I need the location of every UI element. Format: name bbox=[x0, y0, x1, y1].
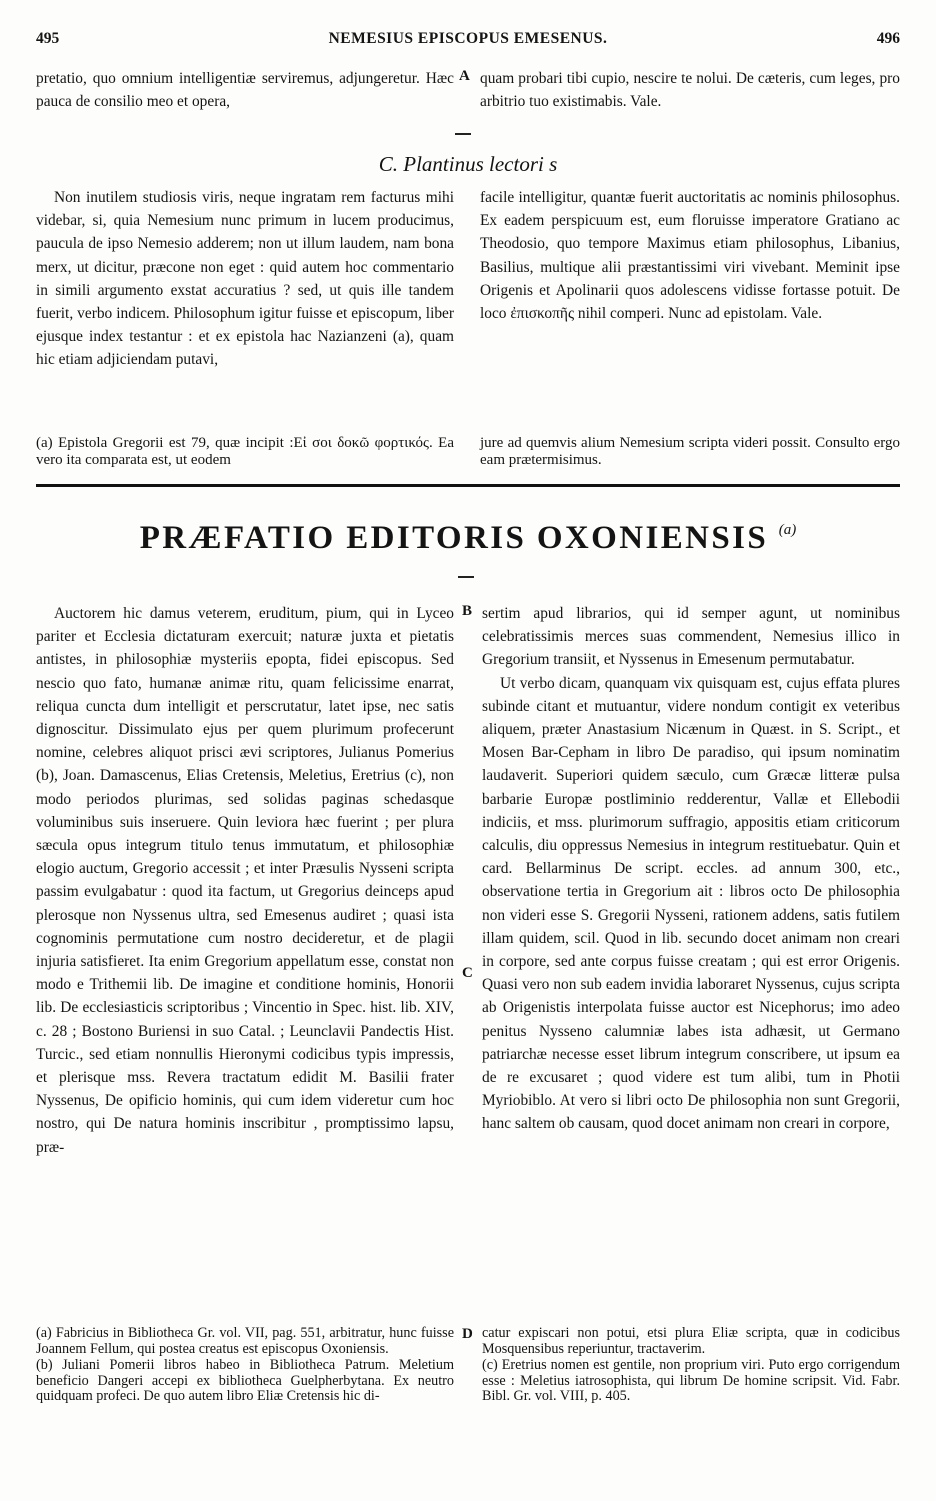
title-dash bbox=[458, 576, 474, 578]
footnote-b-continued: catur expiscari non potui, etsi plura Eliæ scripta, quæ in codicibus Mosquensibus reperiuntur, tractaverim. bbox=[482, 1325, 900, 1357]
section-rule bbox=[36, 484, 900, 487]
margin-letter-c: C bbox=[462, 965, 473, 981]
praefatio-right-column: sertim apud librarios, qui id semper agunt, ut nominibus celebratissimis merces suas commendent, Nemesius illico in Gregorium transiit, et Nyssenus in Emesenum permutabatur. Ut verbo dicam, quanquam vix quisquam est, cujus effata plures subinde citant et mutuantur, videre nondum contigit ex veteribus aliquem, præter Anastasium Nicænum in Quæst. in S. Script., et Mosen Bar-Cepham in libro De paradiso, qui ipsum nominatim laudaverit. Superiori quidem sæculo, cum Græcæ litteræ pulsa barbarie Europæ postliminio redderentur, Vallæ et Ellebodii indiciis, et mss. plurimorum suffragio, appositis etiam criticorum calculis, diu oppressus Nemesius in integrum restituebatur. Quin et card. Bellarminus De script. eccles. ad annum 300, etc., observatione tertia in Gregorium ait : libros octo De philosophia non videri esse S. Gregorii Nysseni, rationem addens, satis futilem illam quidem, scil. Quod in lib. secundo docet animam non creari in corpore, sed ante corpus fuisse creatam ; qui est error Origenis. Quasi vero non sub eadem invidia laboraret Nyssenus, cujus scripta ab Origenistis interpolata fuisse auctor est Nicephorus; imo adeo penitus Nysseno calumniæ labes ista adhæsit, ut Germano patriarchæ necesse esset librum integrum conscribere, ut ipsum ea de re excusaret ; quod videre est tum alibi, tum in Photii Myriobiblo. At vero si libri octo De philosophia non sunt Gregorii, hanc saltem ob causam, quod docet animam non creari in corpore, bbox=[482, 605, 900, 1133]
praefatio-footnotes-right bbox=[482, 1326, 900, 1406]
plantinus-footnote-right: jure ad quemvis alium Nemesium scripta videri possit. Consulto ergo eam prætermisimus. bbox=[480, 435, 900, 468]
praefatio-footnotes-left bbox=[36, 1326, 454, 1406]
page-number-right: 496 bbox=[876, 30, 900, 47]
praefatio-title-note: (a) bbox=[778, 522, 797, 538]
separator-dash bbox=[455, 133, 471, 135]
page-number-left: 495 bbox=[36, 30, 60, 47]
praefatio-left-column: Auctorem hic damus veterem, eruditum, pium, qui in Lyceo pariter et Ecclesia dictaturam exercuit; naturæ juxta et pietatis antistes, in philosophiæ mysteriis epopta, fidei episcopus. Sed nescio quo fato, humanæ animæ ritu, quam felicissime enarrat, reliqua cuncta dum intelligit et perscrutatur, latet ipse, nec satis dignoscitur. Dissimulato ejus per quem plurimum profecerunt nomine, celebres aliquot prisci ævi scriptores, Julianus Pomerius (b), Joan. Damascenus, Elias Cretensis, Meletius, Eretrius (c), non modo periodos plurimas, sed solidas paginas schedasque voluminibus suis inseruere. Quin leviora hæc fuerint ; per plura sæcula opus integrum titulo tenus immutatum, et philosophiæ elogio auctum, Gregorio accessit ; et inter Præsulis Nysseni scripta passim evulgabatur : quod ita factum, ut Gregorius deinceps apud plerosque non Nyssenus ultra, sed Emesenus audiret ; quasi ista cognominis permutatione cum nostro decideretur, et de plagii injuria satisfieret. Ita enim Gregorium appellatum esse, constat non modo e Trithemii lib. De imagine et conditione hominis, Honorii lib. De ecclesiasticis scriptoribus ; Vincentio in Spec. hist. lib. XIV, c. 28 ; Bostono Buriensi in suo Catal. ; Leunclavii Pandectis Hist. Turcic., sed etiam nonnullis Hieronymi codicibus typis impressis, et plerisque mss. Revera tractatum edidit M. Basilii frater Nyssenus, De opificio hominis, qui cum idem videretur cum hoc nostro, qui De natura hominis inscribitur , promptissimo lapsu, præ- bbox=[36, 605, 454, 1156]
plantinus-title: C. Plantinus lectori s bbox=[378, 152, 558, 176]
footnote-c: (c) Eretrius nomen est gentile, non proprium viri. Puto ergo corrigendum esse : Meletius iatrosophista, qui librum De homine scripsit. Vid. Fabr. Bibl. Gr. vol. VIII, p. 405. bbox=[482, 1357, 900, 1405]
plantinus-right-column: facile intelligitur, quantæ fuerit auctoritatis ac nominis philosophus. Ex eadem perspicuum est, eum floruisse imperatore Gratiano ac Theodosio, quo tempore Maximus etiam philosophus, Libanius, Basilius, multique alii præstantissimi viri vivebant. Meminit ipse Origenis et Apolinarii quos adolescens vidisse fortasse potuit. De loco ἐπισκοπῆς nihil comperi. Nunc ad epistolam. Vale. bbox=[480, 189, 900, 323]
plantinus-footnote-left: (a) Epistola Gregorii est 79, quæ incipit :Εἰ σοι δοκῶ φορτικός. Ea vero ita comparata est, ut eodem bbox=[36, 435, 454, 468]
praefatio-title bbox=[36, 520, 900, 557]
footnote-a: (a) Fabricius in Bibliotheca Gr. vol. VII, pag. 551, arbitratur, hunc fuisse Joannem Fellum, qui postea creatus est episcopus Oxoniensis. bbox=[36, 1325, 454, 1357]
praefatio-title-text: PRÆFATIO EDITORIS OXONIENSIS bbox=[139, 520, 769, 556]
margin-letter-b: B bbox=[462, 603, 473, 619]
running-header bbox=[36, 30, 900, 52]
running-title: NEMESIUS EPISCOPUS EMESENUS. bbox=[328, 30, 608, 47]
top-right-text: quam probari tibi cupio, nescire te nolui. De cæteris, cum leges, pro arbitrio tuo existimabis. Vale. bbox=[480, 70, 900, 111]
plantinus-left-column: Non inutilem studiosis viris, neque ingratam rem facturus mihi videbar, si, quia Nemesium nunc primum in lucem producimus, paucula de ipso Nemesio adderem; non ut illum laudem, nam bona merx, ut dicitur, præcone non eget : quid autem hoc commentario in simili argumento exstat accuratius ? sed, ut quis ille tandem fuerit, verbo indicem. Philosophum igitur fuisse et episcopum, liber ejusque index testantur : et ex epistola hac Nazianzeni (a), quam hic etiam adjiciendam putavi, bbox=[36, 189, 454, 369]
margin-letter-d: D bbox=[462, 1326, 473, 1342]
footnote-b: (b) Juliani Pomerii libros habeo in Bibliotheca Patrum. Meletium beneficio Dangeri accepi ex bibliotheca Guelpherbytana. Ex neutro quidquam profeci. De quo autem libro Eliæ Cretensis hic di- bbox=[36, 1357, 454, 1405]
top-left-text: pretatio, quo omnium intelligentiæ serviremus, adjungeretur. Hæc pauca de consilio meo et opera, bbox=[36, 70, 454, 111]
margin-letter-a: A bbox=[459, 68, 470, 84]
